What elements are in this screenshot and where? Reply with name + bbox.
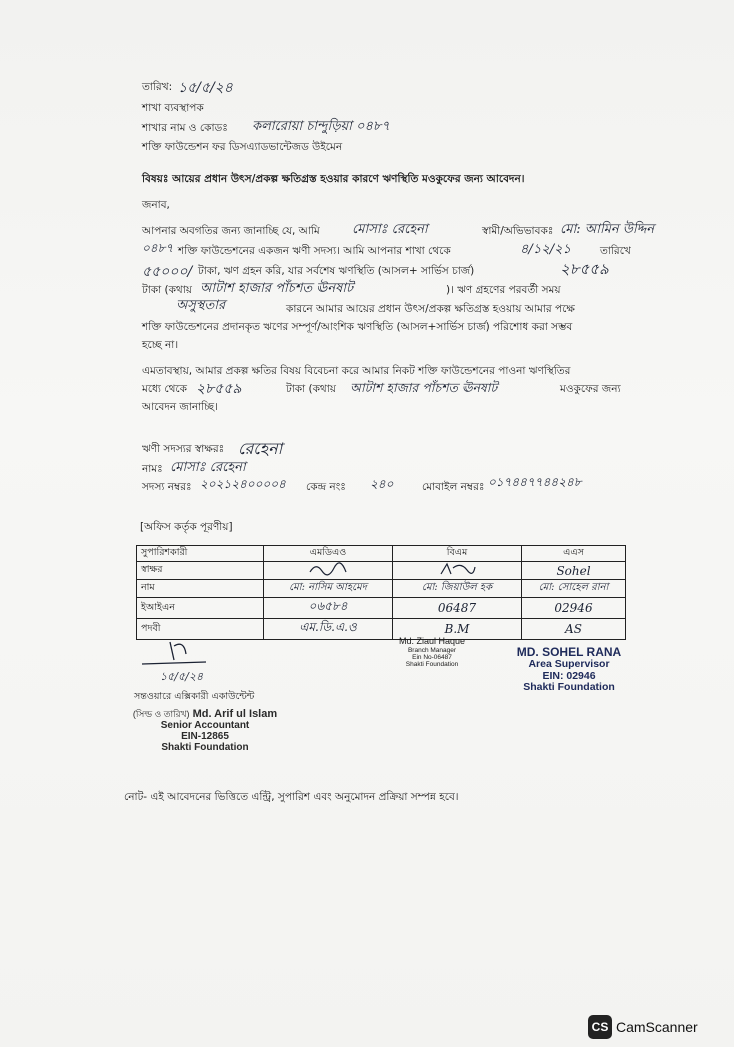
subject-line: বিষয়ঃ আয়ের প্রধান উৎস/প্রকল্প ক্ষতিগ্রস্ত হওয়ার কারণে ঋণস্থিতি মওকুফের জন্য আবেদন। [142, 173, 525, 185]
table-cell: 06487 [393, 598, 522, 619]
member-no-label: সদস্য নম্বরঃ [142, 481, 192, 493]
branch-label: শাখার নাম ও কোডঃ [142, 122, 228, 134]
center-no: ২৪০ [370, 477, 394, 491]
table-cell: মো: নাসিম আহমেদ [264, 580, 393, 598]
request-line-2-pre: মধ্যে থেকে [142, 383, 187, 395]
body-line-2-end: তারিখে [600, 245, 631, 257]
member-no: ২০২১২৪০০০০৪ [200, 477, 286, 491]
manager-line: শাখা ব্যবস্থাপক [142, 102, 204, 114]
table-cell: মো: জিয়াউল হক [393, 580, 522, 598]
reason: অসুস্থতার [176, 298, 226, 313]
request-line-1: এমতাবস্থায়, আমার প্রকল্প ক্ষতির বিষয় বিবেচনা করে আমার নিকট শক্তি ফাউন্ডেশনের পাওনা ঋণস্থিতির [142, 365, 571, 377]
applicant-signature: রেহেনা [238, 439, 283, 458]
body-line-1-mid: স্বামী/অভিভাবকঃ [482, 225, 554, 237]
accountant-org: Shakti Foundation [161, 742, 249, 754]
table-row [137, 562, 626, 580]
branch-value: কলারোয়া চান্দুড়িয়া ০৪৮৭ [252, 119, 390, 134]
table-header: বিএম [393, 546, 522, 562]
balance-amount: ২৮৫৫৯ [560, 260, 609, 278]
table-cell: 02946 [522, 598, 626, 619]
accountant-date: ১৫/৫/২৪ [160, 670, 204, 683]
as-seal-title: Area Supervisor [528, 658, 610, 671]
table-cell: ০৬৫৮৪ [264, 598, 393, 619]
table-cell: মো: সোহেল রানা [522, 580, 626, 598]
bm-seal [392, 637, 472, 668]
waive-words: আটাশ হাজার পাঁচশত ঊনষাট [350, 380, 498, 395]
member-name: মোসাঃ রেহেনা [352, 222, 428, 237]
body-line-5: কারনে আমার আয়ের প্রধান উৎস/প্রকল্প ক্ষতিগ্রস্ত হওয়ায় আমার পক্ষে [286, 303, 575, 315]
accountant-sub-label: (সিল্ড ও তারিখ) [132, 709, 190, 719]
date-value: ১৫/৫/২৪ [178, 80, 233, 96]
table-header-row [137, 546, 626, 562]
table-cell: এম.ডি.এ.ও [264, 619, 393, 640]
date-label: তারিখ: [142, 81, 173, 93]
body-line-6: শক্তি ফাউন্ডেশনের প্রদানকৃত ঋণের সম্পূর্ণ/আংশিক ঋণস্থিতি (আসল+সার্ভিস চার্জ) পরিশোধ করা সম্ভব [142, 321, 573, 333]
request-line-2-end: মওকুফের জন্য [560, 383, 621, 395]
table-row [137, 619, 626, 640]
camscanner-logo-icon: CS [588, 1015, 612, 1039]
accountant-signature [140, 640, 210, 668]
signature-cell [264, 562, 393, 580]
accountant-seal [130, 708, 280, 753]
approval-table [136, 545, 626, 640]
row-label: নাম [137, 580, 264, 598]
bm-seal-title: Branch Manager [407, 646, 457, 654]
table-cell: B.M [393, 619, 522, 640]
salutation: জনাব, [142, 199, 170, 211]
request-line-2-mid: টাকা (কথায় [286, 383, 336, 395]
office-use-label: [অফিস কর্তৃক পূরণীয়] [140, 521, 233, 533]
guardian-name: মো: আমিন উদ্দিন [560, 222, 654, 237]
table-row [137, 598, 626, 619]
applicant-name: মোসাঃ রেহেনা [170, 460, 246, 475]
table-header: এএস [522, 546, 626, 562]
table-header: সুপারিশকারী [137, 546, 264, 562]
mobile-label: মোবাইল নম্বরঃ [422, 481, 485, 493]
balance-words: আটাশ হাজার পাঁচশত ঊনষাট [200, 281, 354, 296]
body-line-1-pre: আপনার অবগতির জন্য জানাচ্ছি যে, আমি [142, 225, 320, 237]
as-seal [500, 646, 638, 694]
table-header: এমডিএও [264, 546, 393, 562]
signature-cell [393, 562, 522, 580]
row-label: স্বাক্ষর [137, 562, 264, 580]
camscanner-text: CamScanner [616, 1019, 698, 1035]
accountant-title: Senior Accountant [160, 720, 250, 732]
request-line-3: আবেদন জানাচ্ছি। [142, 401, 218, 413]
org-line: শক্তি ফাউন্ডেশন ফর ডিসএ্যাডভান্টেজড উইমেন [142, 141, 343, 153]
mobile-no: ০১৭৪৪৭৭৪৪২৪৮ [488, 475, 582, 489]
bm-seal-name: Md. Ziaul Haque [398, 636, 466, 646]
loan-date: ৪/১২/২১ [520, 242, 571, 257]
body-line-7: হচ্ছে না। [142, 339, 179, 351]
body-line-3: টাকা, ঋণ গ্রহন করি, যার সর্বশেষ ঋণস্থিতি (আসল+ সার্ভিস চার্জ) [198, 265, 475, 277]
table-cell: AS [522, 619, 626, 640]
accountant-label: সন্তওয়ারে এক্সিকারী একাউন্টেন্ট [134, 691, 255, 702]
accountant-name: Md. Arif ul Islam [192, 708, 278, 720]
applicant-name-label: নামঃ [142, 463, 163, 475]
bm-seal-org: Shakti Foundation [405, 661, 459, 669]
signature-mark [437, 562, 477, 576]
body-line-4-pre: টাকা (কথায় [142, 284, 192, 296]
camscanner-watermark [588, 1015, 698, 1039]
row-label: ইআইএন [137, 598, 264, 619]
body-line-2: শক্তি ফাউন্ডেশনের একজন ঋণী সদস্য। আমি আপনার শাখা থেকে [178, 245, 451, 257]
as-seal-org: Shakti Foundation [523, 681, 615, 694]
waive-amount: ২৮৫৫৯ [196, 381, 242, 397]
bm-seal-ein: Ein No-06487 [412, 654, 452, 662]
row-label: পদবী [137, 619, 264, 640]
note-line: নোট- এই আবেদনের ভিত্তিতে এন্ট্রি, সুপারিশ এবং অনুমোদন প্রক্রিয়া সম্পন্ন হবে। [124, 791, 459, 803]
applicant-sig-label: ঋণী সদস্যর স্বাক্ষরঃ [142, 443, 225, 455]
loan-amount: ৫৫০০০/ [142, 264, 193, 280]
signature-cell: Sohel [522, 562, 626, 580]
table-row [137, 580, 626, 598]
signature-mark [308, 562, 348, 576]
body-line-2-pre: ০৪৮৭ [142, 241, 174, 255]
accountant-ein: EIN-12865 [181, 731, 229, 743]
accountant-name-row [130, 708, 280, 720]
as-seal-name: MD. SOHEL RANA [516, 645, 622, 659]
center-label: কেন্দ্র নংঃ [306, 481, 346, 493]
body-line-4-mid: )। ঋণ গ্রহণের পরবর্তী সময় [446, 284, 561, 296]
as-seal-ein: EIN: 02946 [542, 669, 596, 682]
